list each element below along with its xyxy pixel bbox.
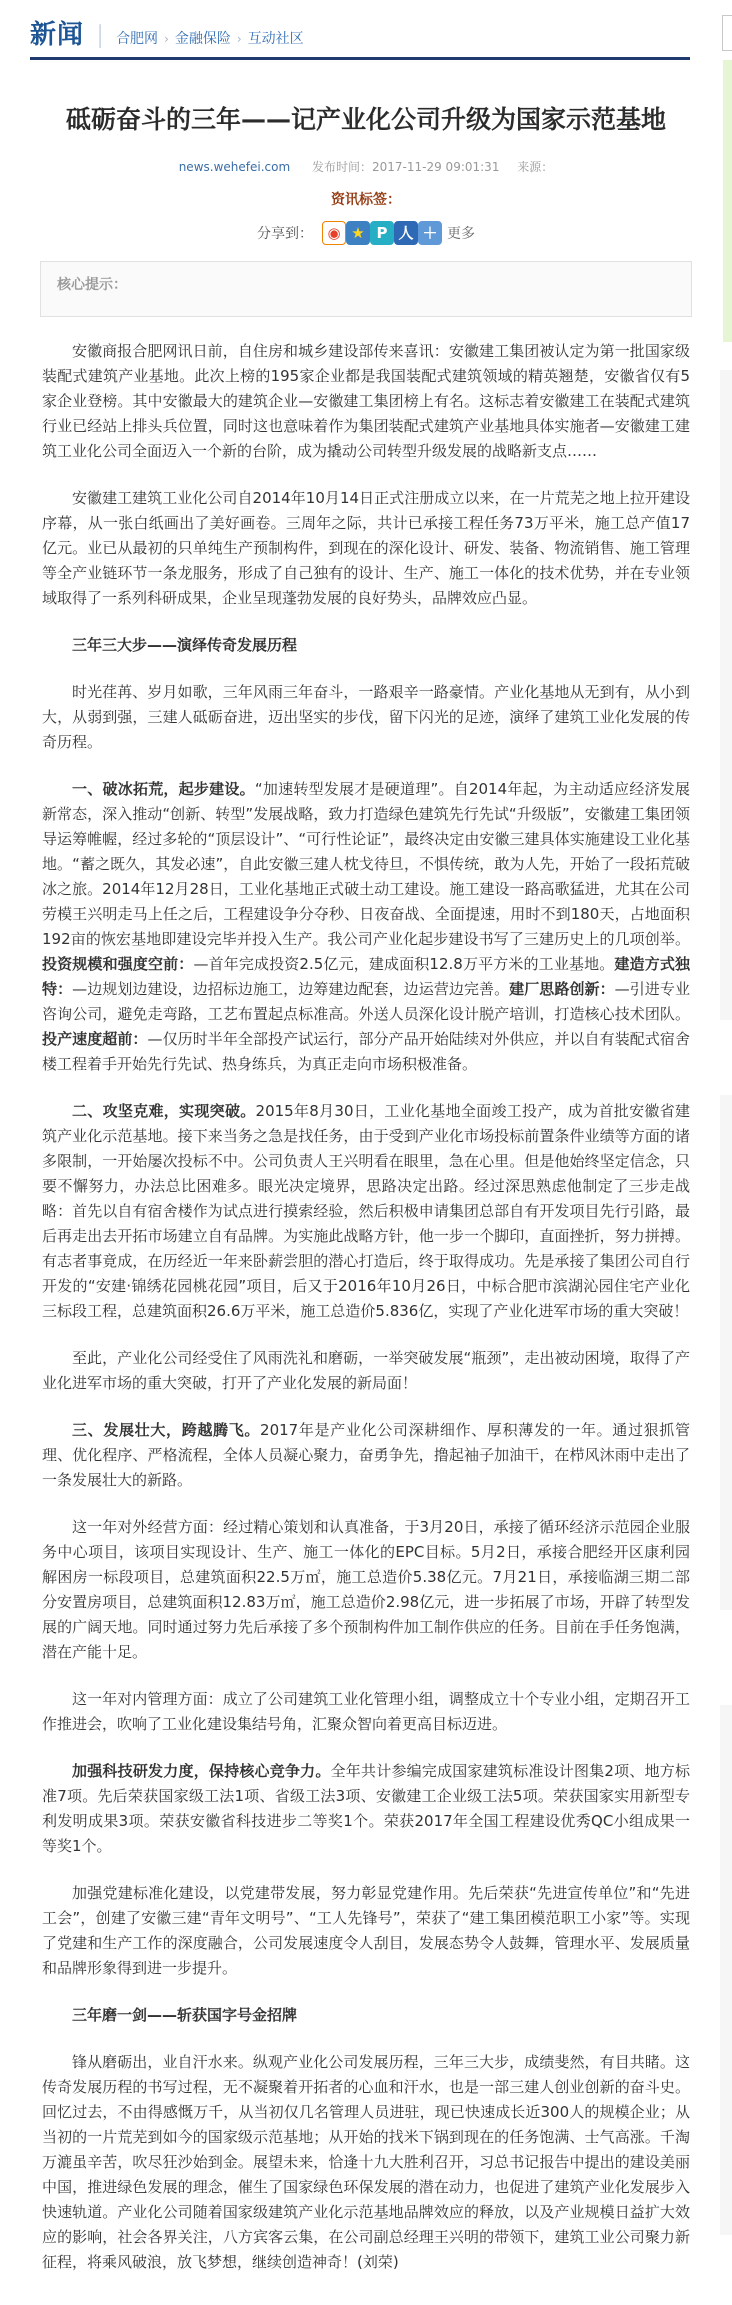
article-paragraph: 加强党建标准化建设，以党建带发展，努力彰显党建作用。先后荣获“先进宣传单位”和“先进工会”，创建了安徽三建“青年文明号”、“工人先锋号”，荣获了“建工集团模范职工小家”等。实现了党建和生产工作的深度融合，公司发展速度令人刮目，发展态势令人鼓舞，管理水平、发展质量和品牌形象得到进一步提升。 bbox=[42, 1884, 690, 1977]
article-paragraph: 一、破冰拓荒，起步建设。“加速转型发展才是硬道理”。自2014年起，为主动适应经济发展新常态，深入推动“创新、转型”发展战略，致力打造绿色建筑先行先试“升级版”，安徽建工集团领导运筹帷幄，经过多轮的“顶层设计”、“可行性论证”，最终决定由安徽三建具体实施建设工业化基地。“蓄之既久，其发必速”，自此安徽三建人枕戈待旦，不惧传统，敢为人先，开始了一段拓荒破冰之旅。2014年12月28日，工业化基地正式破土动工建设。施工建设一路高歌猛进，尤其在公司劳模王兴明走马上任之后，工程建设争分夺秒、日夜奋战、全面提速，用时不到180天，占地面积192亩的恢宏基地即建设完毕并投入生产。我公司产业化起步建设书写了三建历史上的几项创举。投资规模和强度空前：—首年完成投资2.5亿元，建成面积12.8万平方米的工业基地。建造方式独特：—边规划边建设，边招标边施工，边筹建边配套，边运营边完善。建厂思路创新：—引进专业咨询公司，避免走弯路，工艺布置起点标准高。外送人员深化设计脱产培训，打造核心技术团队。投产速度超前：—仅历时半年全部投产试运行，部分产品开始陆续对外供应，并以自有装配式宿舍楼工程着手开始先行先试、热身练兵，为真正走向市场积极准备。 bbox=[42, 780, 690, 1073]
source-site-link[interactable]: news.wehefei.com bbox=[178, 160, 291, 174]
sina-weibo-share-icon[interactable]: ◉ bbox=[322, 221, 346, 245]
qzone-share-icon[interactable]: ★ bbox=[346, 221, 370, 245]
article-paragraph: 二、攻坚克难，实现突破。2015年8月30日，工业化基地全面竣工投产，成为首批安徽省建筑产业化示范基地。接下来当务之急是找任务，由于受到产业化市场投标前置条件业绩等方面的诸多限制，一开始屡次投标不中。公司负责人王兴明看在眼里，急在心里。但是他始终坚定信念，只要不懈努力，办法总比困难多。眼光决定境界，思路决定出路。经过深思熟虑他制定了三步走战略：首先以自有宿舍楼作为试点进行摸索经验，然后积极申请集团总部自有开发项目先行引路，最后再走出去开拓市场建立自有品牌。为实施此战略方针，他一步一个脚印，直面挫折，努力拼搏。有志者事竟成，在历经近一年来卧薪尝胆的潜心打造后，终于取得成功。先是承接了集团公司自行开发的“安建·锦绣花园桃花园”项目，后又于2016年10月26日，中标合肥市滨湖沁园住宅产业化三标段工程，总建筑面积26.6万平米，施工总造价5.836亿，实现了产业化进军市场的重大突破！ bbox=[42, 1102, 690, 1320]
breadcrumb-item-finance[interactable]: 金融保险 bbox=[174, 31, 231, 47]
cropped-sidebar-box bbox=[722, 15, 732, 51]
article-body bbox=[0, 339, 732, 2305]
header-bar bbox=[0, 0, 732, 51]
article-paragraph: 三、发展壮大，跨越腾飞。2017年是产业化公司深耕细作、厚积薄发的一年。通过狠抓管理、优化程序、严格流程，全体人员凝心聚力，奋勇争先，撸起袖子加油干，在栉风沐雨中走出了一条发展壮大的新路。 bbox=[42, 1421, 690, 1489]
share-more-link[interactable]: 更多 bbox=[447, 226, 475, 242]
core-tip-box bbox=[40, 261, 692, 317]
share-to-label: 分享到： bbox=[257, 226, 313, 242]
article-paragraph: 加强科技研发力度，保持核心竞争力。全年共计参编完成国家建筑标准设计图集2项、地方标准7项。先后荣获国家级工法1项、省级工法3项、安徽建工企业级工法5项。荣获国家实用新型专利发明成果3项。荣获安徽省科技进步二等奖1个。荣获2017年全国工程建设优秀QC小组成果一等奖1个。 bbox=[42, 1762, 690, 1855]
pengyou-share-icon[interactable]: P bbox=[370, 221, 394, 245]
article-paragraph: 锋从磨砺出，业自汗水来。纵观产业化公司发展历程，三年三大步，成绩斐然，有目共睹。这传奇发展历程的书写过程，无不凝聚着开拓者的心血和汗水，也是一部三建人创业创新的奋斗史。回忆过去，不由得感慨万千，从当初仅几名管理人员进驻，现已快速成长近300人的规模企业；从当初的一片荒芜到如今的国家级示范基地；从开始的找米下锅到现在的任务饱满、士气高涨。千淘万漉虽辛苦，吹尽狂沙始到金。展望未来，恰逢十九大胜利召开，习总书记报告中提出的建设美丽中国，推进绿色发展的理念，催生了国家绿色环保发展的潜在动力，也促进了建筑产业化发展步入快速轨道。产业化公司随着国家级建筑产业化示范基地品牌效应的释放，以及产业规模日益扩大效应的影响，社会各界关注，八方宾客云集，在公司副总经理王兴明的带领下，建筑工业公司聚力新征程，将乘风破浪，放飞梦想，继续创造神奇！(刘荣) bbox=[42, 2053, 690, 2271]
article-paragraph: 这一年对外经营方面：经过精心策划和认真准备，于3月20日，承接了循环经济示范园企业服务中心项目，该项目实现设计、生产、施工一体化的EPC目标。5月2日，承接合肥经开区康利园解困房一标段项目，总建筑面积22.5万㎡，施工总造价5.38亿元。7月21日，承接临湖三期二部分安置房项目，总建筑面积12.83万㎡，施工总造价2.98亿元，进一步拓展了市场，开辟了转型发展的广阔天地。同时通过努力先后承接了多个预制构件加工制作供应的任务。目前在手任务饱满，潜在产能十足。 bbox=[42, 1518, 690, 1661]
site-section-logo: 新闻 bbox=[30, 20, 85, 50]
tags-label: 资讯标签： bbox=[331, 192, 401, 208]
cropped-sidebar-green-strip bbox=[723, 60, 732, 342]
article-paragraph: 这一年对内管理方面：成立了公司建筑工业化管理小组，调整成立十个专业小组，定期召开工作推进会，吹响了工业化建设集结号角，汇聚众智向着更高目标迈进。 bbox=[42, 1690, 690, 1733]
publish-time: 发布时间：2017-11-29 09:01:31 bbox=[311, 160, 500, 174]
section-heading: 三年磨一剑——斩获国字号金招牌 bbox=[72, 2006, 298, 2024]
cropped-sidebar-block bbox=[720, 1095, 732, 1610]
core-tip-label: 核心提示： bbox=[57, 277, 127, 293]
share-more-plus-icon[interactable]: ＋ bbox=[418, 221, 442, 245]
logo-divider: │ bbox=[94, 24, 107, 48]
header-underline bbox=[30, 57, 690, 60]
cropped-sidebar-block bbox=[720, 1705, 732, 2235]
page-title: 砥砺奋斗的三年——记产业化公司升级为国家示范基地 bbox=[65, 105, 666, 134]
breadcrumb-item-hefeiwang[interactable]: 合肥网 bbox=[116, 31, 159, 47]
section-heading: 三年三大步——演绎传奇发展历程 bbox=[72, 636, 298, 654]
breadcrumb-item-community[interactable]: 互动社区 bbox=[247, 31, 304, 47]
article-paragraph: 安徽建工建筑工业化公司自2014年10月14日正式注册成立以来，在一片荒芜之地上拉开建设序幕，从一张白纸画出了美好画卷。三周年之际，共计已承接工程任务73万平米，施工总产值17亿元。业已从最初的只单纯生产预制构件，到现在的深化设计、研发、装备、物流销售、施工管理等全产业链环节一条龙服务，形成了自己独有的设计、生产、施工一体化的技术优势，并在专业领域取得了一系列科研成果，企业呈现蓬勃发展的良好势头，品牌效应凸显。 bbox=[42, 489, 690, 607]
share-bar bbox=[0, 221, 732, 245]
article-paragraph: 时光荏苒、岁月如歌，三年风雨三年奋斗，一路艰辛一路豪情。产业化基地从无到有，从小到大，从弱到强，三建人砥砺奋进，迈出坚实的步伐，留下闪光的足迹，演绎了建筑工业化发展的传奇历程。 bbox=[42, 683, 690, 751]
share-icons-group bbox=[322, 221, 442, 245]
article-paragraph: 至此，产业化公司经受住了风雨洗礼和磨砺，一举突破发展“瓶颈”，走出被动困境，取得了产业化进军市场的重大突破，打开了产业化发展的新局面！ bbox=[42, 1349, 690, 1392]
article-paragraph: 安徽商报合肥网讯日前，自住房和城乡建设部传来喜讯：安徽建工集团被认定为第一批国家级装配式建筑产业基地。此次上榜的195家企业都是我国装配式建筑领域的精英翘楚，安徽省仅有5家企业登榜。其中安徽最大的建筑企业—安徽建工集团榜上有名。这标志着安徽建工在装配式建筑行业已经站上排头兵位置，同时这也意味着作为集团装配式建筑产业基地具体实施者—安徽建工建筑工业化公司全面迈入一个新的台阶，成为撬动公司转型升级发展的战略新支点…… bbox=[42, 342, 690, 460]
breadcrumb bbox=[116, 28, 304, 48]
article-meta bbox=[0, 158, 732, 175]
cropped-sidebar-block bbox=[720, 370, 732, 1020]
renren-share-icon[interactable]: 人 bbox=[394, 221, 418, 245]
origin-label: 来源： bbox=[517, 160, 554, 174]
chevron-right-icon: › bbox=[164, 32, 169, 46]
chevron-right-icon: › bbox=[236, 32, 242, 46]
